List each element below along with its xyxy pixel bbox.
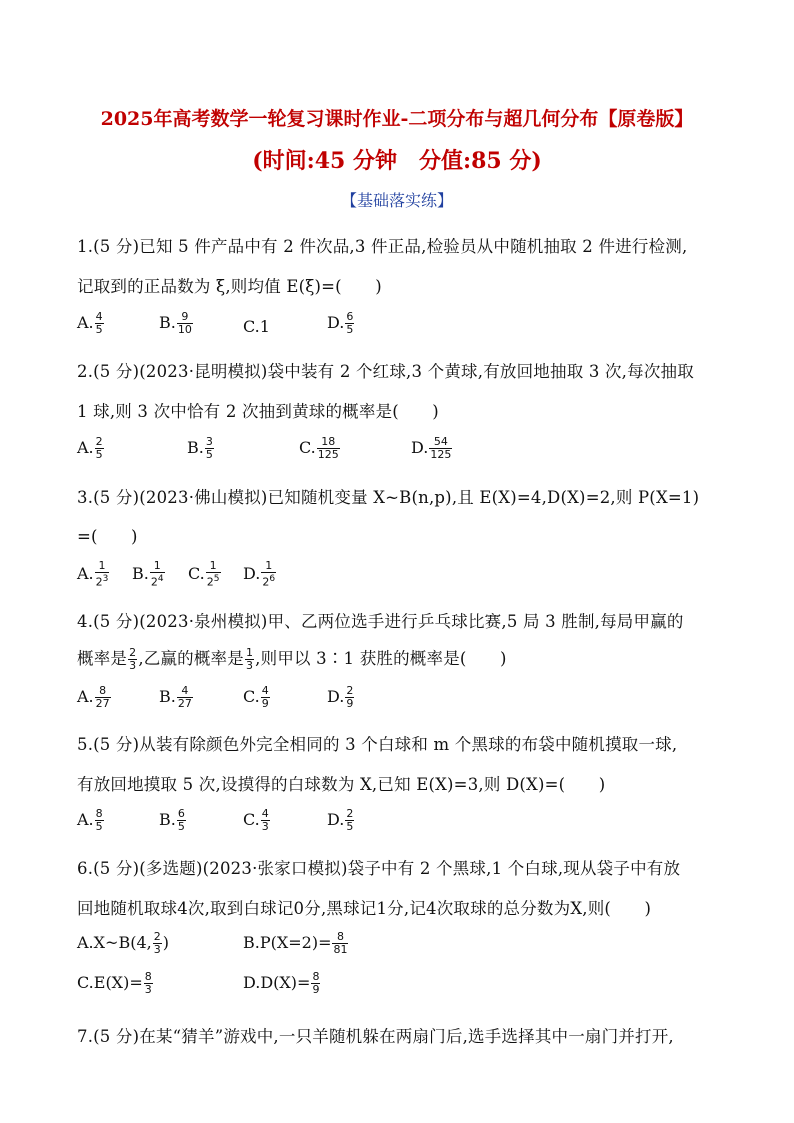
q5-option-d: D. $\frac{2}{5}$	[327, 807, 354, 833]
q1-option-a: A. $\frac{4}{5}$	[77, 310, 103, 336]
q4-line1: 4.(5 分)(2023·泉州模拟)甲、乙两位选手进行乒乓球比赛,5 局 3 胜制,每局甲赢的	[77, 612, 684, 631]
page-title: 2025年高考数学一轮复习课时作业-二项分布与超几何分布【原卷版】	[100, 108, 694, 130]
q6-line1: 6.(5 分)(多选题)(2023·张家口模拟)袋子中有 2 个黑球,1 个白球,现从袋子中有放	[77, 859, 681, 878]
q4-option-b: B. $\frac{4}{27}$	[159, 684, 192, 710]
q2-option-c: C. $\frac{18}{125}$	[299, 435, 339, 461]
q2-line1: 2.(5 分)(2023·昆明模拟)袋中装有 2 个红球,3 个黄球,有放回地抽取 3 次,每次抽取	[77, 362, 694, 381]
q6-line2: 回地随机取球4次,取到白球记0分,黑球记1分,记4次取球的总分数为X,则( )	[77, 899, 652, 918]
q6-option-a: A.X~B(4, $\frac{2}{3}$ )	[77, 930, 169, 956]
q4-line2: 概率是 $\frac{2}{3}$ ,乙赢的概率是 $\frac{1}{3}$ ,则甲以 3∶1 获胜的概率是( )	[77, 646, 507, 672]
q5-line1: 5.(5 分)从装有除颜色外完全相同的 3 个白球和 m 个黑球的布袋中随机摸取一球,	[77, 735, 678, 754]
q2-option-b: B. $\frac{3}{5}$	[187, 435, 213, 461]
q3-line2: =( )	[77, 527, 138, 546]
q5-line2: 有放回地摸取 5 次,设摸得的白球数为 X,已知 E(X)=3,则 D(X)=( )	[77, 775, 606, 794]
q5-option-a: A. $\frac{8}{5}$	[77, 807, 103, 833]
q7-line1: 7.(5 分)在某“猜羊”游戏中,一只羊随机躲在两扇门后,选手选择其中一扇门并打开,	[77, 1027, 674, 1046]
q1-option-d: D. $\frac{6}{5}$	[327, 310, 354, 336]
q1-option-c: C.1	[243, 317, 270, 336]
q3-line1: 3.(5 分)(2023·佛山模拟)已知随机变量 X~B(n,p),且 E(X)=4,D(X)=2,则 P(X=1)	[77, 488, 700, 507]
q2-option-d: D. $\frac{54}{125}$	[411, 435, 452, 461]
q6-option-d: D.D(X)= $\frac{8}{9}$	[243, 970, 320, 996]
q5-option-c: C. $\frac{4}{3}$	[243, 807, 269, 833]
q1-line1: 1.(5 分)已知 5 件产品中有 2 件次品,3 件正品,检验员从中随机抽取 2 件进行检测,	[77, 237, 688, 256]
q3-option-b: B. $\frac{1}{2^4}$	[132, 559, 164, 589]
q3-option-c: C. $\frac{1}{2^5}$	[188, 559, 220, 589]
q2-option-a: A. $\frac{2}{5}$	[77, 435, 103, 461]
q2-line2: 1 球,则 3 次中恰有 2 次抽到黄球的概率是( )	[77, 402, 439, 421]
q3-option-d: D. $\frac{1}{2^6}$	[243, 559, 276, 589]
q4-option-a: A. $\frac{8}{27}$	[77, 684, 110, 710]
time-score-subtitle: (时间:45 分钟 分值:85 分)	[252, 148, 542, 174]
section-heading: 【基础落实练】	[340, 191, 453, 210]
q1-option-b: B. $\frac{9}{10}$	[159, 310, 192, 336]
q5-option-b: B. $\frac{6}{5}$	[159, 807, 185, 833]
q6-option-c: C.E(X)= $\frac{8}{3}$	[77, 970, 152, 996]
q1-line2: 记取到的正品数为 ξ,则均值 E(ξ)=( )	[77, 277, 382, 296]
q6-option-b: B.P(X=2)= $\frac{8}{81}$	[243, 930, 348, 956]
q4-option-c: C. $\frac{4}{9}$	[243, 684, 269, 710]
q3-option-a: A. $\frac{1}{2^3}$	[77, 559, 109, 589]
q4-option-d: D. $\frac{2}{9}$	[327, 684, 354, 710]
